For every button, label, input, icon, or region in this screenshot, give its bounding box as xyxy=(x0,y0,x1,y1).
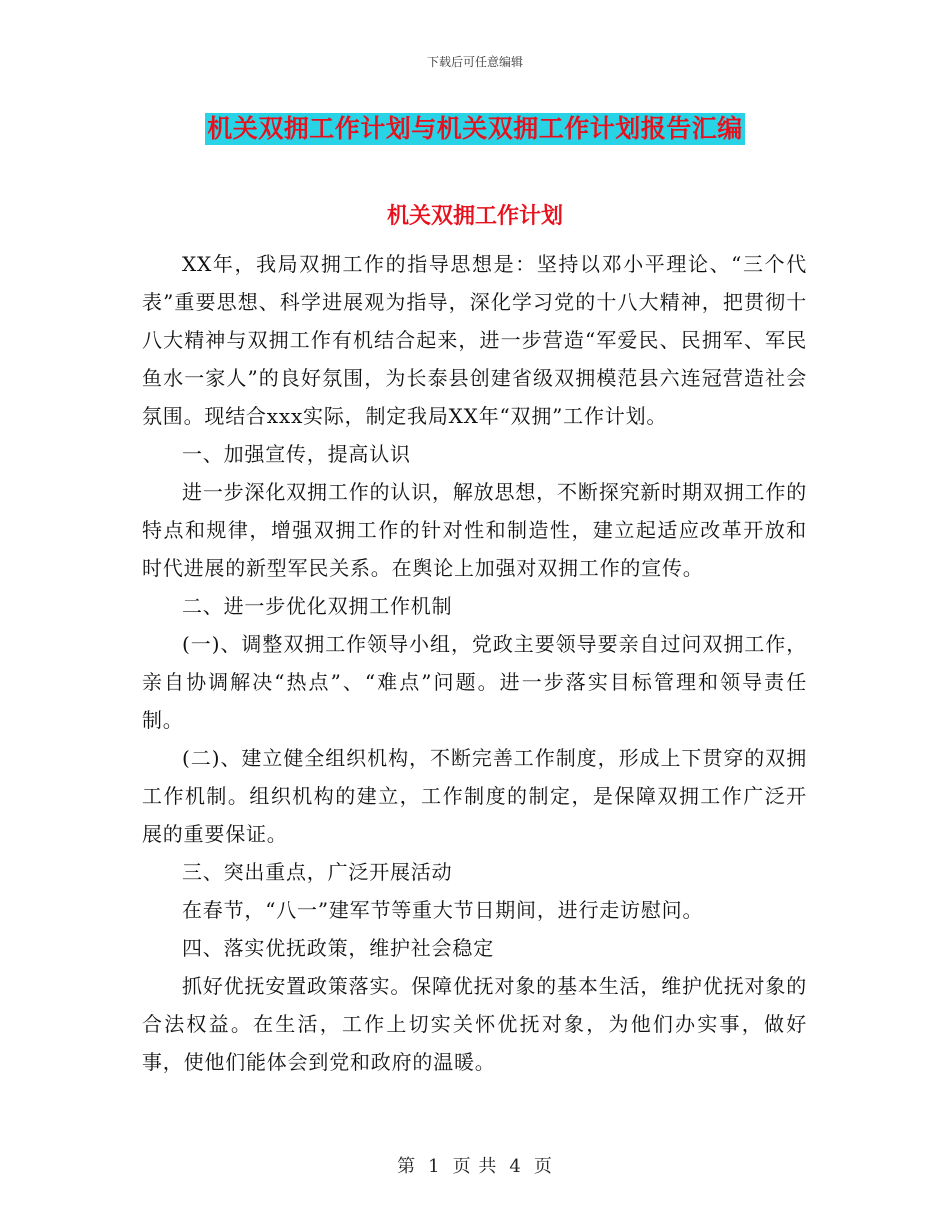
page-footer xyxy=(0,1152,950,1178)
heading-4: 四、落实优抚政策，维护社会稳定 xyxy=(182,936,494,960)
paragraph-2a: (一)、调整双拥工作领导小组，党政主要领导要亲自过问双拥工作，亲自协调解决“热点”、“难点”问题。进一步落实目标管理和领导责任制。 xyxy=(142,632,807,732)
heading-1: 一、加强宣传，提高认识 xyxy=(182,442,411,466)
header-note: 下载后可任意编辑 xyxy=(426,55,523,69)
paragraph-1: 进一步深化双拥工作的认识，解放思想，不断探究新时期双拥工作的特点和规律，增强双拥工作的针对性和制造性，建立起适应改革开放和时代进展的新型军民关系。在舆论上加强对双拥工作的宣传。 xyxy=(142,480,807,580)
paragraph-intro: XX年，我局双拥工作的指导思想是：坚持以邓小平理论、“三个代表”重要思想、科学进展观为指导，深化学习党的十八大精神，把贯彻十八大精神与双拥工作有机结合起来，进一步营造“军爱民、民拥军、军民鱼水一家人”的良好氛围，为长泰县创建省级双拥模范县六连冠营造社会氛围。现结合xxx实际，制定我局XX年“双拥”工作计划。 xyxy=(142,252,807,428)
section-title: 机关双拥工作计划 xyxy=(386,204,563,229)
paragraph-3: 在春节，“八一”建军节等重大节日期间，进行走访慰问。 xyxy=(182,898,704,922)
main-title-container xyxy=(0,113,950,145)
document-body xyxy=(142,245,807,1081)
heading-3: 三、突出重点，广泛开展活动 xyxy=(182,860,453,884)
page-number: 1 xyxy=(428,1156,441,1177)
paragraph-4: 抓好优抚安置政策落实。保障优抚对象的基本生活，维护优抚对象的合法权益。在生活，工作上切实关怀优抚对象，为他们办实事，做好事，使他们能体会到党和政府的温暖。 xyxy=(142,974,807,1074)
footer-suffix: 页 xyxy=(533,1156,553,1177)
page-total: 4 xyxy=(509,1156,522,1177)
paragraph-2b: (二)、建立健全组织机构，不断完善工作制度，形成上下贯穿的双拥工作机制。组织机构的建立，工作制度的制定，是保障双拥工作广泛开展的重要保证。 xyxy=(142,746,807,846)
footer-middle: 页 共 xyxy=(452,1156,498,1177)
footer-prefix: 第 xyxy=(397,1156,417,1177)
document-title: 机关双拥工作计划与机关双拥工作计划报告汇编 xyxy=(207,114,743,143)
heading-2: 二、进一步优化双拥工作机制 xyxy=(182,594,453,618)
